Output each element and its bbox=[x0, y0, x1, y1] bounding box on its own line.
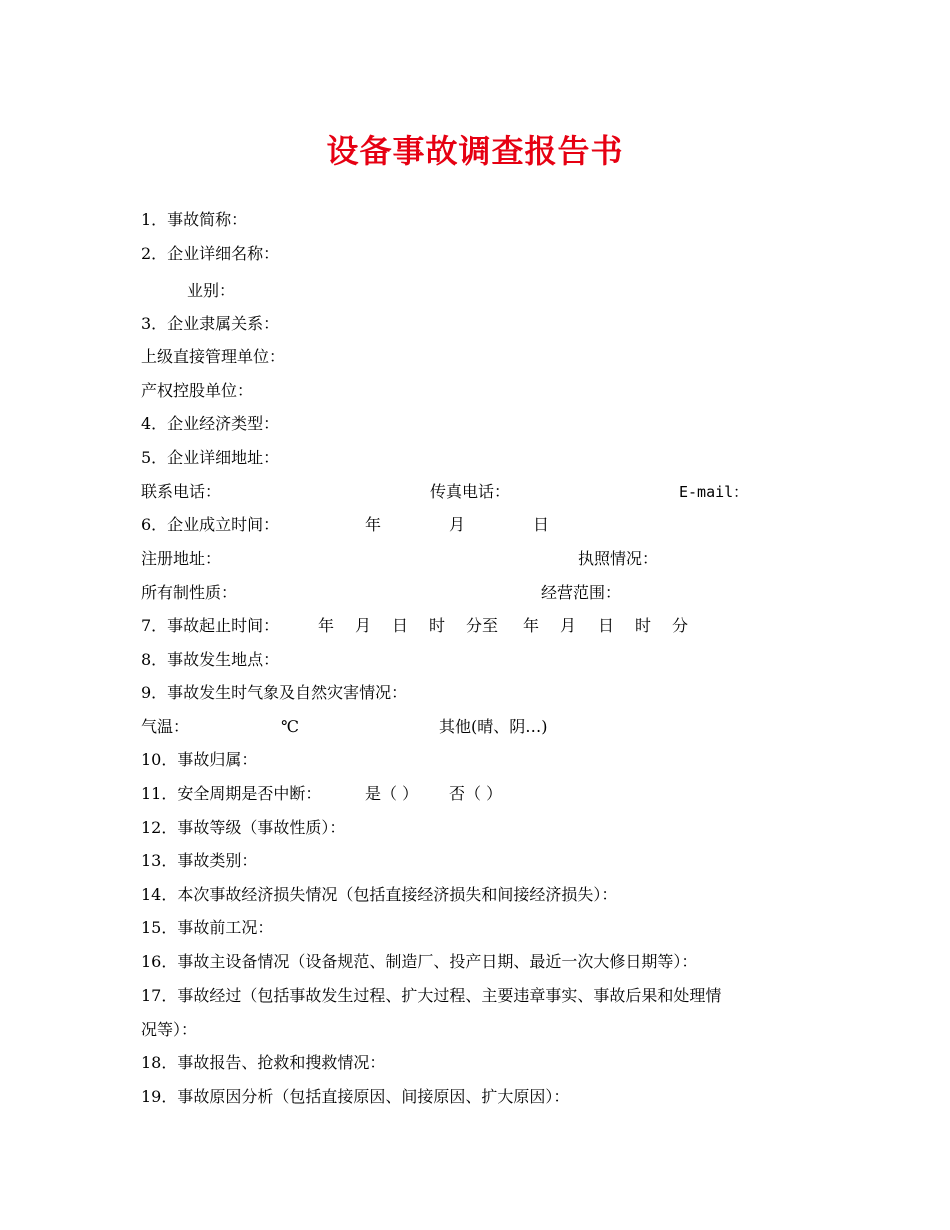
item-7-incident-time: 7．事故起止时间： bbox=[141, 616, 280, 635]
item-12-grade: 12．事故等级（事故性质）： bbox=[141, 818, 346, 837]
item-13-category: 13．事故类别： bbox=[141, 851, 258, 870]
start-month-label: 月 bbox=[355, 616, 372, 635]
license-status-label: 执照情况： bbox=[578, 549, 659, 568]
item-6-founding-time: 6．企业成立时间： bbox=[141, 515, 280, 534]
yes-option: 是（ ） bbox=[365, 784, 419, 803]
end-hour-label: 时 bbox=[635, 616, 652, 635]
item-3-equity-unit: 产权控股单位： bbox=[141, 381, 254, 400]
ownership-type-label: 所有制性质： bbox=[141, 583, 238, 602]
item-17-process-cont: 况等）： bbox=[141, 1020, 198, 1039]
item-16-main-equipment: 16．事故主设备情况（设备规范、制造厂、投产日期、最近一次大修日期等）： bbox=[141, 952, 698, 971]
end-year-label: 年 bbox=[523, 616, 540, 635]
end-month-label: 月 bbox=[560, 616, 577, 635]
no-option: 否（ ） bbox=[449, 784, 503, 803]
other-weather-label: 其他(晴、阴…) bbox=[439, 717, 548, 736]
business-scope-label: 经营范围： bbox=[541, 583, 622, 602]
item-2-company-name: 2．企业详细名称： bbox=[141, 244, 280, 263]
celsius-unit: ℃ bbox=[281, 717, 299, 736]
founding-month-label: 月 bbox=[449, 515, 466, 534]
start-hour-label: 时 bbox=[429, 616, 446, 635]
item-18-report-rescue: 18．事故报告、抢救和搜救情况： bbox=[141, 1053, 386, 1072]
founding-day-label: 日 bbox=[533, 515, 550, 534]
item-10-attribution: 10．事故归属： bbox=[141, 750, 258, 769]
start-day-label: 日 bbox=[392, 616, 409, 635]
item-19-cause-analysis: 19．事故原因分析（包括直接原因、间接原因、扩大原因）： bbox=[141, 1087, 570, 1106]
end-day-label: 日 bbox=[598, 616, 615, 635]
item-5-address: 5．企业详细地址： bbox=[141, 448, 280, 467]
page-title: 设备事故调查报告书 bbox=[326, 132, 624, 170]
end-minute-label: 分 bbox=[672, 616, 689, 635]
email-label: E-mail： bbox=[679, 483, 749, 501]
item-15-prior-condition: 15．事故前工况： bbox=[141, 918, 274, 937]
item-4-economic-type: 4．企业经济类型： bbox=[141, 414, 280, 433]
start-year-label: 年 bbox=[318, 616, 335, 635]
fax-label: 传真电话： bbox=[430, 482, 511, 501]
founding-year-label: 年 bbox=[365, 515, 382, 534]
item-3-affiliation: 3．企业隶属关系： bbox=[141, 314, 280, 333]
item-9-weather: 9．事故发生时气象及自然灾害情况： bbox=[141, 683, 408, 702]
item-3-superior-unit: 上级直接管理单位： bbox=[141, 347, 286, 366]
registered-address-label: 注册地址： bbox=[141, 549, 222, 568]
phone-label: 联系电话： bbox=[141, 482, 222, 501]
start-minute-to-label: 分至 bbox=[466, 616, 499, 635]
item-14-economic-loss: 14．本次事故经济损失情况（包括直接经济损失和间接经济损失）： bbox=[141, 885, 618, 904]
item-17-process: 17．事故经过（包括事故发生过程、扩大过程、主要违章事实、事故后果和处理情 bbox=[141, 986, 722, 1005]
item-2-industry: 业别： bbox=[187, 281, 236, 300]
item-1-incident-abbrev: 1．事故简称： bbox=[141, 210, 248, 229]
item-11-safety-cycle: 11．安全周期是否中断： bbox=[141, 784, 322, 803]
item-8-location: 8．事故发生地点： bbox=[141, 650, 280, 669]
temperature-label: 气温： bbox=[141, 717, 190, 736]
